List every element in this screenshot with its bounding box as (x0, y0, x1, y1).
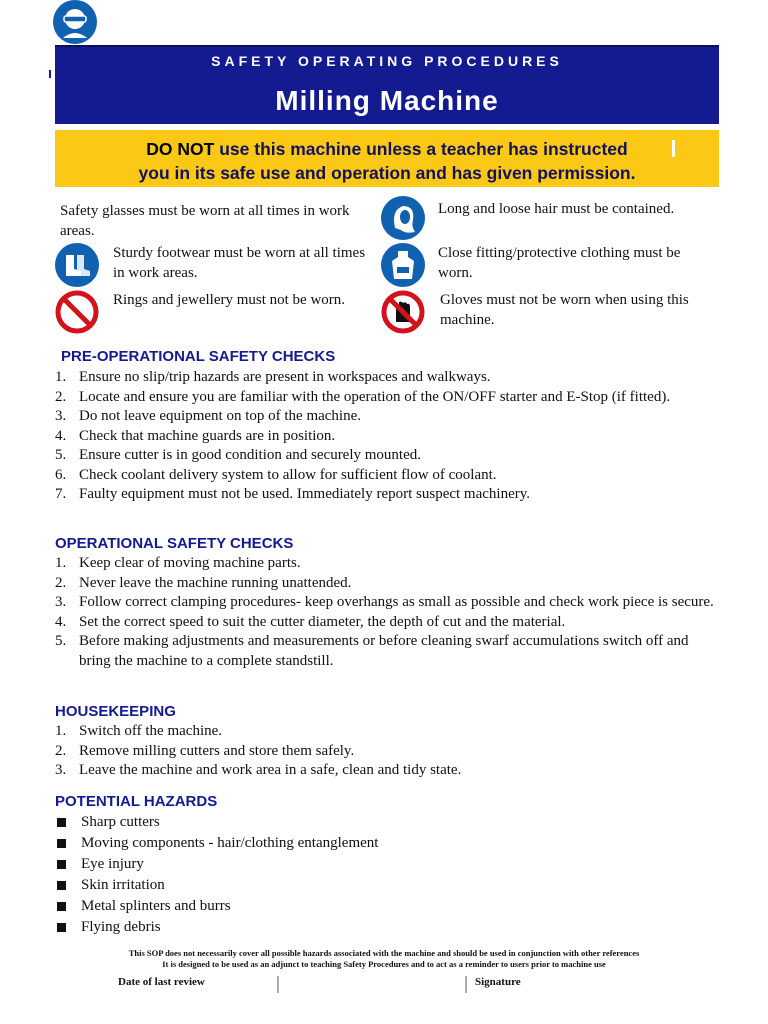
hazards-list (55, 812, 715, 938)
warning-banner (55, 130, 719, 187)
operational-list (55, 554, 715, 671)
ppe-footwear-text: Sturdy footwear must be worn at all times in work areas. (113, 245, 366, 281)
no-gloves-icon (381, 290, 425, 334)
list-item: Metal splinters and burrs (55, 896, 715, 917)
list-item: 1. Switch off the machine. (55, 723, 223, 739)
list-item: 7. Faulty equipment must not be used. Immediately report suspect machinery. (55, 486, 531, 502)
ppe-rings-text: Rings and jewellery must not be worn. (113, 292, 346, 308)
boots-icon (55, 243, 99, 287)
disclaimer (0, 948, 768, 970)
list-item: 3. Leave the machine and work area in a safe, clean and tidy state. (55, 762, 462, 778)
pre-operational-heading: PRE-OPERATIONAL SAFETY CHECKS (61, 348, 336, 365)
hazards-heading: POTENTIAL HAZARDS (55, 793, 218, 810)
no-rings-icon (55, 290, 99, 334)
signature-label: Signature (475, 976, 521, 988)
list-item: Moving components - hair/clothing entanglement (55, 833, 715, 854)
list-item: 2. Remove milling cutters and store them safely. (55, 742, 355, 759)
apron-icon (381, 243, 425, 287)
operational-heading: OPERATIONAL SAFETY CHECKS (55, 535, 294, 552)
title-banner (55, 45, 719, 124)
ppe-gloves-text: Gloves must not be worn when using this machine. (440, 292, 689, 328)
warning-edge-mark (672, 140, 675, 157)
warning-line-1 (55, 139, 719, 160)
disclaimer-line-1: This SOP does not necessarily cover all possible hazards associated with the machine and should be used in conjunction with other references (128, 948, 640, 958)
list-item: 3. Do not leave equipment on top of the machine. (55, 408, 362, 424)
list-item: 5. Ensure cutter is in good condition and securely mounted. (55, 447, 422, 463)
pre-operational-list (55, 368, 705, 505)
list-item: 6. Check coolant delivery system to allow for sufficient flow of coolant. (55, 466, 497, 483)
warning-line-1-text: use this machine unless a teacher has instructed (214, 139, 628, 159)
document-title: Milling Machine (275, 85, 499, 116)
long-hair-icon (381, 196, 425, 240)
ppe-clothing-text: Close fitting/protective clothing must be worn. (438, 245, 681, 281)
list-item: Flying debris (55, 917, 715, 938)
housekeeping-heading: HOUSEKEEPING (55, 703, 176, 720)
title-accent-mark (49, 70, 51, 78)
list-item: 4. Set the correct speed to suit the cutter diameter, the depth of cut and the material. (55, 613, 566, 630)
list-item: 2. Locate and ensure you are familiar with the operation of the ON/OFF starter and E-Stop (if fitted). (55, 388, 671, 405)
safety-glasses-sign-icon (52, 0, 98, 46)
list-item: Eye injury (55, 854, 715, 875)
list-item: 1. Keep clear of moving machine parts. (55, 555, 301, 571)
list-item: 3. Follow correct clamping procedures- keep overhangs as small as possible and check work piece is secure. (55, 594, 714, 610)
disclaimer-line-2: It is designed to be used as an adjunct to teaching Safety Procedures and to act as a reminder to users prior to machine use (162, 959, 606, 969)
housekeeping-list (55, 722, 715, 781)
list-item: 4. Check that machine guards are in position. (55, 427, 336, 444)
document-subtitle: SAFETY OPERATING PROCEDURES (211, 53, 563, 69)
ppe-hair-text: Long and loose hair must be contained. (438, 201, 675, 217)
warning-line-2: you in its safe use and operation and has given permission. (138, 163, 636, 183)
list-item: 5. Before making adjustments and measurements or before cleaning swarf accumulations switch off and bring the machine to a complete standstill. (55, 633, 689, 669)
ppe-glasses-text: Safety glasses must be worn at all times in work areas. (60, 203, 350, 239)
review-date-field[interactable] (277, 976, 279, 993)
list-item: Sharp cutters (55, 812, 715, 833)
list-item: 1. Ensure no slip/trip hazards are present in workspaces and walkways. (55, 369, 491, 385)
list-item: Skin irritation (55, 875, 715, 896)
review-date-label: Date of last review (118, 976, 205, 988)
signature-field[interactable] (465, 976, 467, 993)
warning-emphasis: DO NOT (146, 139, 215, 159)
list-item: 2. Never leave the machine running unattended. (55, 574, 352, 591)
